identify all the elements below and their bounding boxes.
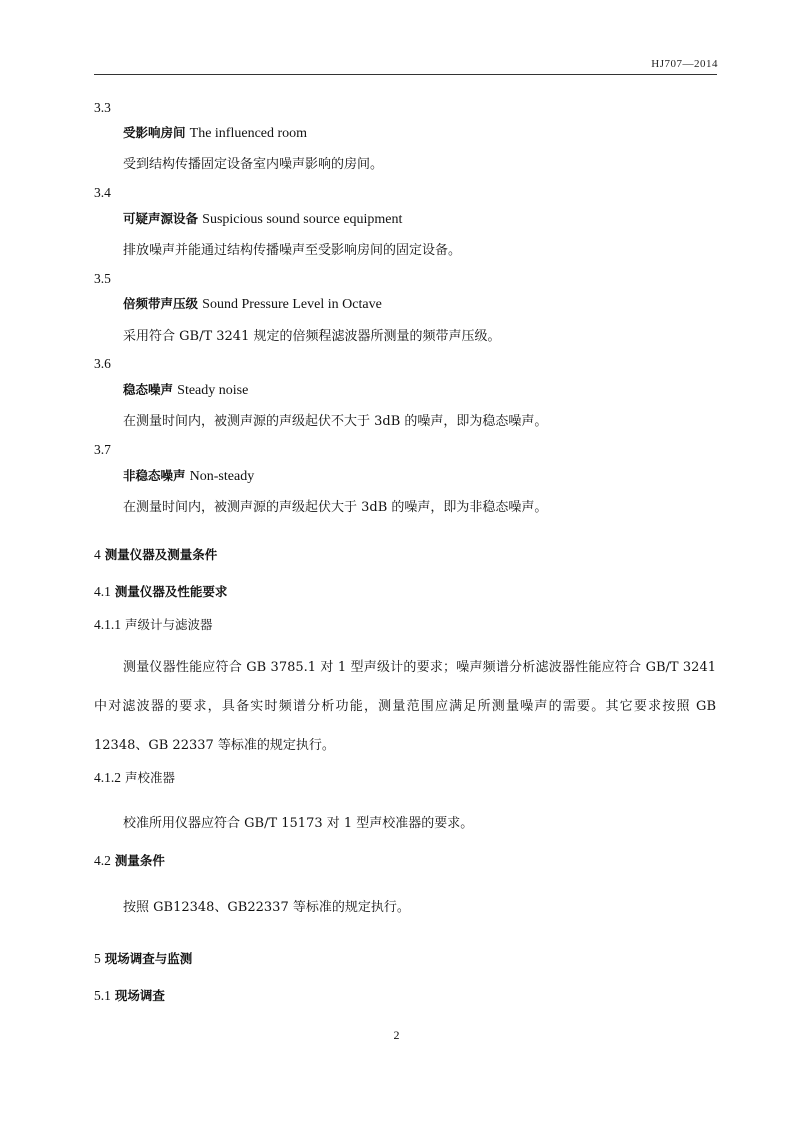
- section-number: 4.1: [94, 584, 111, 599]
- section-heading-4: [94, 545, 217, 563]
- section-title: 现场调查与监测: [104, 951, 193, 966]
- term-english: Suspicious sound source equipment: [202, 212, 403, 227]
- section-heading-5-1: [94, 986, 165, 1004]
- term-chinese: 非稳态噪声: [123, 468, 186, 483]
- term-chinese: 倍频带声压级: [123, 296, 199, 311]
- term-line: [123, 209, 402, 228]
- section-number: 4: [94, 547, 101, 562]
- section-heading-4-1-2: [94, 768, 175, 786]
- header-divider: [94, 74, 717, 75]
- section-heading-4-1-1: [94, 615, 213, 633]
- section-title: 测量仪器及性能要求: [114, 584, 228, 599]
- term-chinese: 稳态噪声: [123, 382, 174, 397]
- section-heading-5: [94, 949, 192, 967]
- clause-number: 3.7: [94, 442, 111, 457]
- term-line: [123, 123, 307, 142]
- section-number: 4.1.2: [94, 770, 121, 785]
- term-definition: 在测量时间内，被测声源的声级起伏大于 3dB 的噪声，即为非稳态噪声。: [123, 500, 548, 515]
- section-heading-4-2: [94, 851, 165, 869]
- term-english: Steady noise: [177, 383, 249, 398]
- section-title: 测量条件: [114, 853, 165, 868]
- document-code: HJ707—2014: [651, 58, 718, 70]
- clause-number: 3.5: [94, 271, 111, 286]
- section-title: 现场调查: [114, 988, 165, 1003]
- page-number: 2: [393, 1028, 400, 1042]
- section-title: 声校准器: [125, 770, 176, 785]
- section-number: 4.2: [94, 853, 111, 868]
- term-line: [123, 294, 382, 313]
- clause-number: 3.4: [94, 185, 111, 200]
- term-english: Non-steady: [189, 469, 255, 484]
- clause-number: 3.6: [94, 356, 111, 371]
- term-definition: 在测量时间内，被测声源的声级起伏不大于 3dB 的噪声，即为稳态噪声。: [123, 414, 548, 429]
- term-definition: 受到结构传播固定设备室内噪声影响的房间。: [123, 157, 384, 172]
- term-english: Sound Pressure Level in Octave: [202, 297, 382, 312]
- term-line: [123, 380, 248, 399]
- section-number: 4.1.1: [94, 617, 121, 632]
- term-definition: 采用符合 GB/T 3241 规定的倍频程滤波器所测量的频带声压级。: [123, 329, 501, 344]
- paragraph-4-2: 按照 GB12348、GB22337 等标准的规定执行。: [123, 900, 410, 915]
- term-chinese: 受影响房间: [123, 125, 186, 140]
- term-chinese: 可疑声源设备: [123, 211, 199, 226]
- term-english: The influenced room: [189, 126, 308, 141]
- clause-number: 3.3: [94, 100, 111, 115]
- paragraph-4-1-1: 测量仪器性能应符合 GB 3785.1 对 1 型声级计的要求；噪声频谱分析滤波器性能应符合 GB/T 3241 中对滤波器的要求，具备实时频谱分析功能，测量范围应满足所测量噪声的需要。其它要求按照 GB 12348、GB 22337 等标准的规定执行。: [94, 660, 716, 753]
- section-number: 5.1: [94, 988, 111, 1003]
- section-title: 声级计与滤波器: [125, 617, 213, 632]
- term-definition: 排放噪声并能通过结构传播噪声至受影响房间的固定设备。: [123, 243, 462, 258]
- paragraph-4-1-2: 校准所用仪器应符合 GB/T 15173 对 1 型声校准器的要求。: [123, 816, 474, 831]
- section-title: 测量仪器及测量条件: [104, 547, 218, 562]
- term-line: [123, 466, 254, 485]
- section-heading-4-1: [94, 582, 227, 600]
- section-number: 5: [94, 951, 101, 966]
